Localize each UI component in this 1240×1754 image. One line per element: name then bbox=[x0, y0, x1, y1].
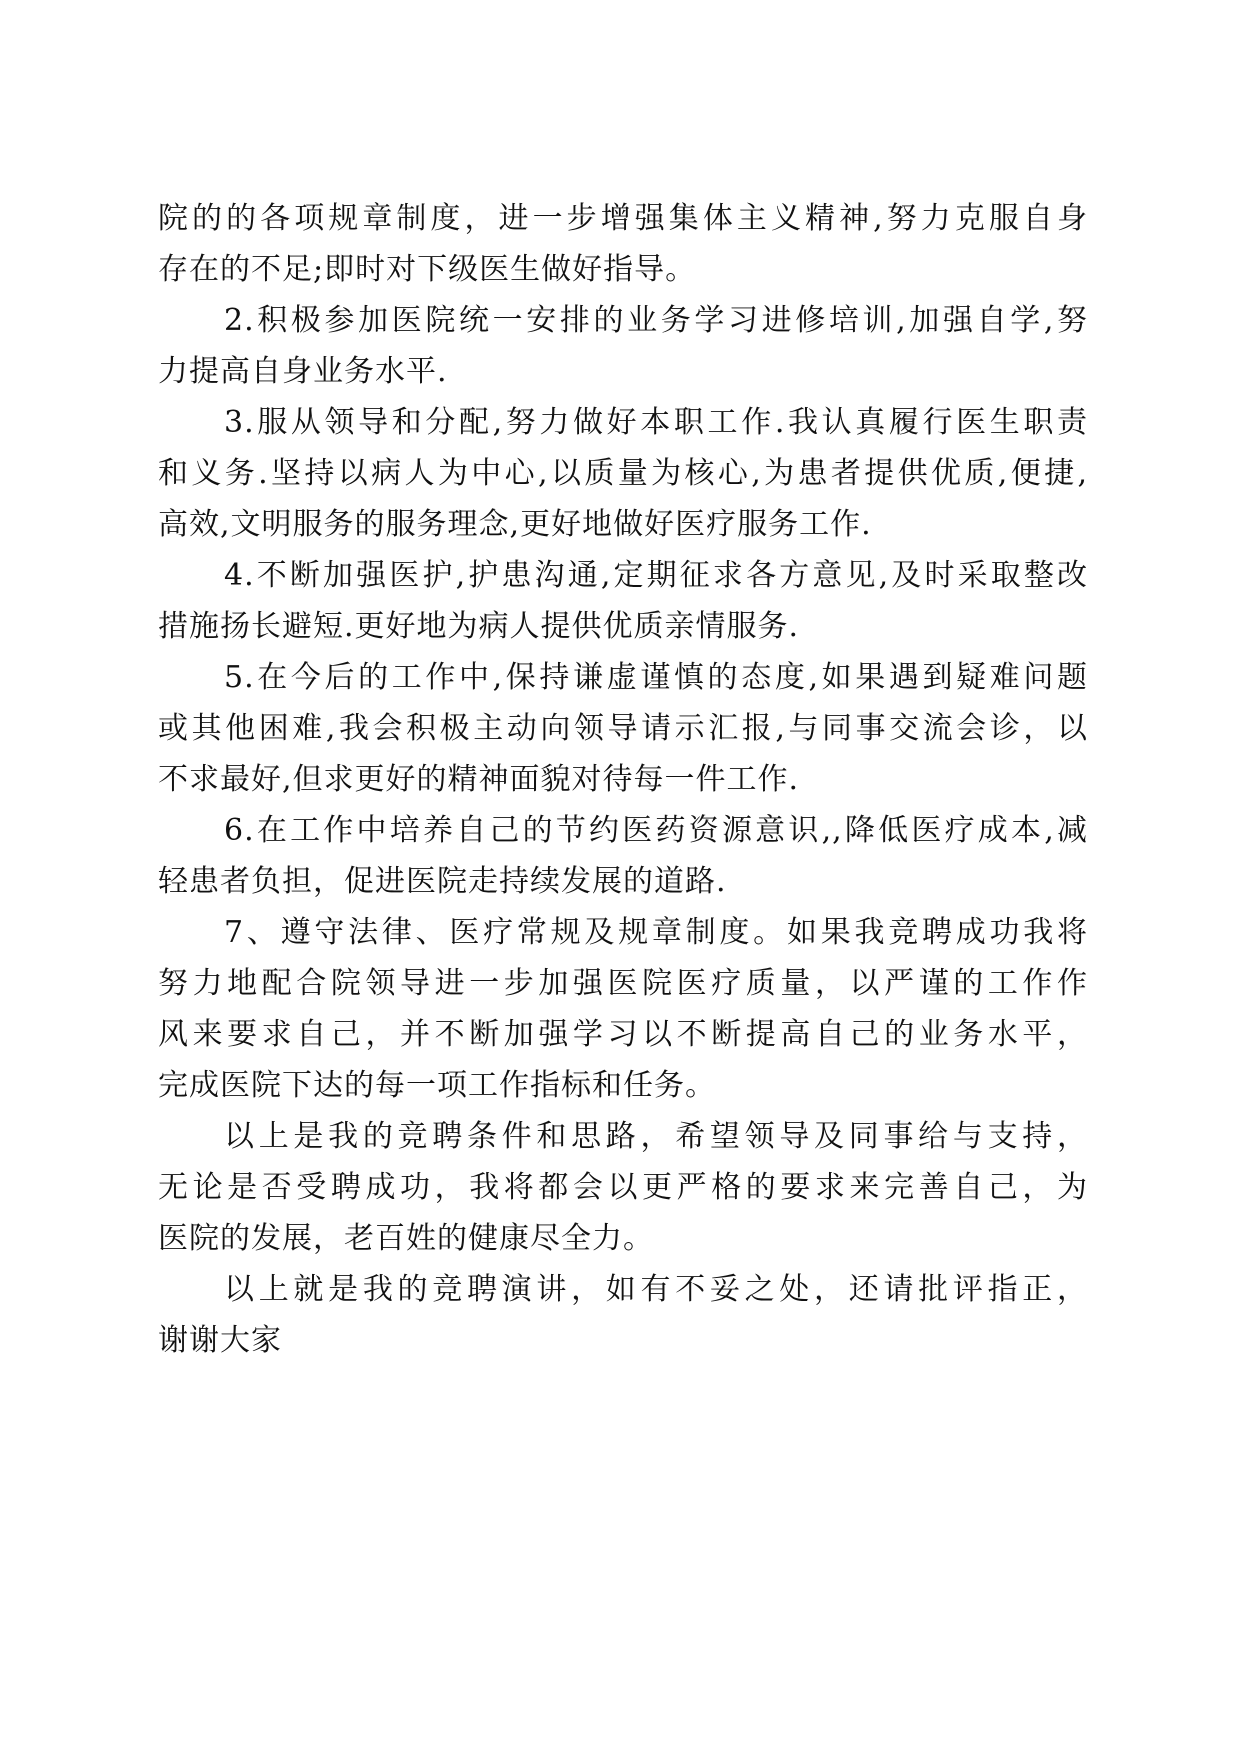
text-line: 无论是否受聘成功，我将都会以更严格的要求来完善自己，为 bbox=[158, 1170, 1088, 1205]
text-line: 风来要求自己，并不断加强学习以不断提高自己的业务水平， bbox=[158, 1017, 1088, 1052]
text-line: 院的的各项规章制度，进一步增强集体主义精神,努力克服自身 bbox=[158, 201, 1088, 236]
text-line: 完成医院下达的每一项工作指标和任务。 bbox=[158, 1068, 716, 1103]
text-line: 7、遵守法律、医疗常规及规章制度。如果我竞聘成功我将 bbox=[224, 915, 1088, 950]
text-line: 存在的不足;即时对下级医生做好指导。 bbox=[158, 252, 697, 287]
text-line: 以上就是我的竞聘演讲，如有不妥之处，还请批评指正， bbox=[224, 1272, 1088, 1307]
text-line: 高效,文明服务的服务理念,更好地做好医疗服务工作. bbox=[158, 507, 872, 542]
text-line: 轻患者负担，促进医院走持续发展的道路. bbox=[158, 864, 727, 899]
text-line: 5.在今后的工作中,保持谦虚谨慎的态度,如果遇到疑难问题 bbox=[224, 660, 1088, 695]
text-line: 谢谢大家 bbox=[158, 1323, 282, 1358]
text-line: 6.在工作中培养自己的节约医药资源意识,,降低医疗成本,减 bbox=[224, 813, 1088, 848]
text-line: 或其他困难,我会积极主动向领导请示汇报,与同事交流会诊，以 bbox=[158, 711, 1088, 746]
text-line: 努力地配合院领导进一步加强医院医疗质量，以严谨的工作作 bbox=[158, 966, 1088, 1001]
body-text bbox=[158, 193, 1088, 1366]
text-line: 3.服从领导和分配,努力做好本职工作.我认真履行医生职责 bbox=[224, 405, 1088, 440]
text-line: 医院的发展，老百姓的健康尽全力。 bbox=[158, 1221, 654, 1256]
text-line: 2.积极参加医院统一安排的业务学习进修培训,加强自学,努 bbox=[224, 303, 1088, 338]
text-line: 4.不断加强医护,护患沟通,定期征求各方意见,及时采取整改 bbox=[224, 558, 1088, 593]
text-line: 力提高自身业务水平. bbox=[158, 354, 448, 389]
text-line: 不求最好,但求更好的精神面貌对待每一件工作. bbox=[158, 762, 800, 797]
text-line: 和义务.坚持以病人为中心,以质量为核心,为患者提供优质,便捷, bbox=[158, 456, 1088, 491]
text-line: 措施扬长避短.更好地为病人提供优质亲情服务. bbox=[158, 609, 800, 644]
text-line: 以上是我的竞聘条件和思路，希望领导及同事给与支持， bbox=[224, 1119, 1088, 1154]
